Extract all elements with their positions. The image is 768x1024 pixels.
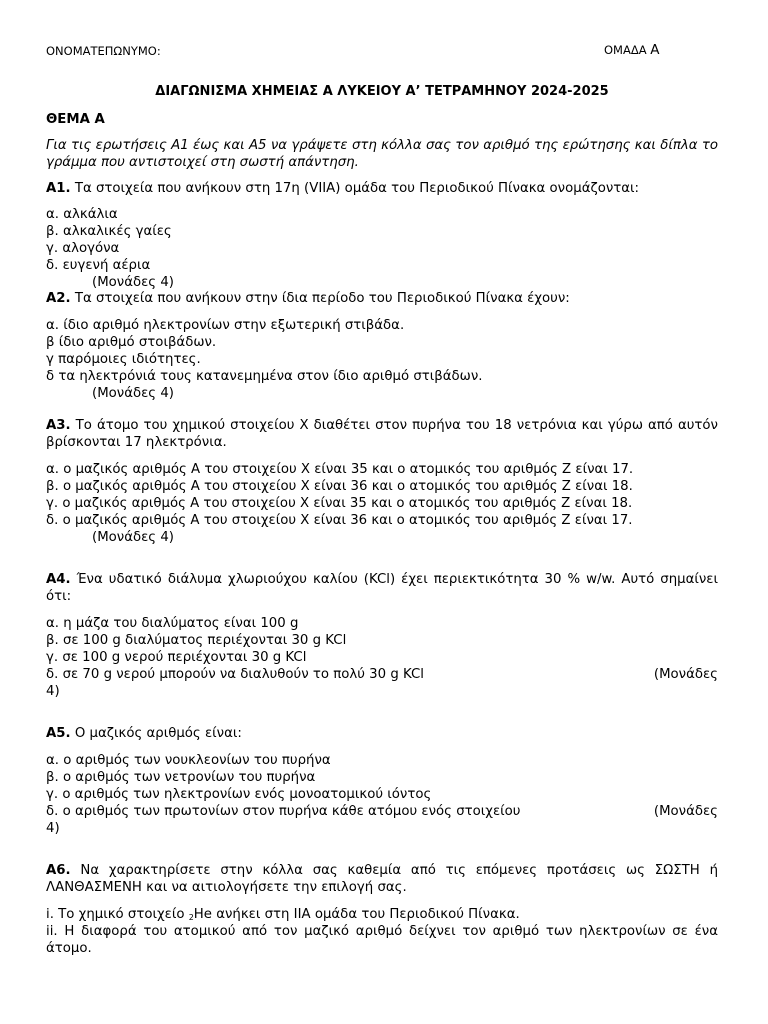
option: α. η μάζα του διαλύματος είναι 100 g xyxy=(46,616,299,631)
option: α. ίδιο αριθμό ηλεκτρονίων στην εξωτερική στιβάδα. xyxy=(46,318,405,333)
option: β. ο μαζικός αριθμός Α του στοιχείου Χ είναι 36 και ο ατομικός του αριθμός Ζ είναι 18. xyxy=(46,479,633,494)
question-a4 xyxy=(46,571,718,605)
question-text: Τα στοιχεία που ανήκουν στην ίδια περίοδο του Περιοδικού Πίνακα έχουν: xyxy=(74,291,570,306)
question-label: Α6. xyxy=(46,863,71,878)
statement-text: i. Το χημικό στοιχείο xyxy=(46,907,189,922)
exam-title: ΔΙΑΓΩΝΙΣΜΑ ΧΗΜΕΙΑΣ Α ΛΥΚΕΙΟΥ Α’ ΤΕΤΡΑΜΗΝΟΥ 2024-2025 xyxy=(155,84,609,99)
option-with-marks xyxy=(46,803,718,820)
marks: (Μονάδες 4) xyxy=(92,530,174,545)
marks-continued: 4) xyxy=(46,821,60,836)
marks: (Μονάδες 4) xyxy=(92,386,174,401)
question-a5 xyxy=(46,725,718,742)
instructions: Για τις ερωτήσεις Α1 έως και Α5 να γράψετε στη κόλλα σας τον αριθμό της ερώτησης και δίπλα το γράμμα που αντιστοιχεί στη σωστή απάντηση. xyxy=(46,138,718,170)
option: γ. ο μαζικός αριθμός Α του στοιχείου Χ είναι 35 και ο ατομικός του αριθμός Ζ είναι 18. xyxy=(46,496,633,511)
option: γ παρόμοιες ιδιότητες. xyxy=(46,352,201,367)
option: β. ο αριθμός των νετρονίων του πυρήνα xyxy=(46,770,316,785)
marks: (Μονάδες 4) xyxy=(92,275,174,290)
name-label: ΟΝΟΜΑΤΕΠΩΝΥΜΟ: xyxy=(46,44,161,58)
question-a6 xyxy=(46,862,718,896)
question-label: Α2. xyxy=(46,291,71,306)
option: γ. αλογόνα xyxy=(46,241,120,256)
option: α. αλκάλια xyxy=(46,207,118,222)
question-a2 xyxy=(46,290,718,307)
atomic-number-subscript: 2 xyxy=(188,913,194,922)
question-label: Α3. xyxy=(46,418,71,433)
question-a3 xyxy=(46,417,718,451)
marks: (Μονάδες xyxy=(653,804,718,819)
question-label: Α5. xyxy=(46,726,71,741)
question-text: Τα στοιχεία που ανήκουν στη 17η (VIIA) ομάδα του Περιοδικού Πίνακα ονομάζονται: xyxy=(74,181,640,196)
option: α. ο αριθμός των νουκλεονίων του πυρήνα xyxy=(46,753,331,768)
option: γ. σε 100 g νερού περιέχονται 30 g KCl xyxy=(46,650,307,665)
question-label: Α1. xyxy=(46,181,71,196)
group-label: ΟΜΑΔΑ xyxy=(604,43,647,57)
question-text: Να χαρακτηρίσετε στην κόλλα σας καθεμία από τις επόμενες προτάσεις ως ΣΩΣΤΗ ή ΛΑΝΘΑΣΜΕΝΗ και να αιτιολογήσετε την επιλογή σας. xyxy=(46,863,718,895)
option: δ. ο μαζικός αριθμός Α του στοιχείου Χ είναι 36 και ο ατομικός του αριθμός Ζ είναι 17. xyxy=(46,513,633,528)
option: δ. ευγενή αέρια xyxy=(46,258,151,273)
option: β. αλκαλικές γαίες xyxy=(46,224,172,239)
statement-text-rest: He ανήκει στη ΙΙΑ ομάδα του Περιοδικού Πίνακα. xyxy=(193,907,520,922)
statement-ii: ii. Η διαφορά του ατομικού από τον μαζικό αριθμό δείχνει τον αριθμό των ηλεκτρονίων σε ένα άτομο. xyxy=(46,924,718,956)
option: β ίδιο αριθμό στοιβάδων. xyxy=(46,335,217,350)
question-text: Το άτομο του χημικού στοιχείου Χ διαθέτει στον πυρήνα του 18 νετρόνια και γύρω από αυτόν βρίσκονται 17 ηλεκτρόνια. xyxy=(46,418,718,450)
question-a1 xyxy=(46,180,718,197)
option: α. ο μαζικός αριθμός Α του στοιχείου Χ είναι 35 και ο ατομικός του αριθμός Ζ είναι 17. xyxy=(46,462,634,477)
option: δ τα ηλεκτρόνιά τους κατανεμημένα στον ίδιο αριθμό στιβάδων. xyxy=(46,369,483,384)
group-letter: Α xyxy=(650,42,660,58)
question-label: Α4. xyxy=(46,572,71,587)
option: γ. ο αριθμός των ηλεκτρονίων ενός μονοατομικού ιόντος xyxy=(46,787,432,802)
option: β. σε 100 g διαλύματος περιέχονται 30 g KCl xyxy=(46,633,347,648)
group-indicator xyxy=(604,42,659,58)
question-text: Ο μαζικός αριθμός είναι: xyxy=(74,726,242,741)
option: δ. σε 70 g νερού μπορούν να διαλυθούν το πολύ 30 g KCl xyxy=(46,667,424,682)
option-with-marks xyxy=(46,666,718,683)
marks-continued: 4) xyxy=(46,684,60,699)
question-text: Ένα υδατικό διάλυμα χλωριούχου καλίου (KCl) έχει περιεκτικότητα 30 % w/w. Αυτό σημαίνει ότι: xyxy=(46,572,718,604)
marks: (Μονάδες xyxy=(653,667,718,682)
option: δ. ο αριθμός των πρωτονίων στον πυρήνα κάθε ατόμου ενός στοιχείου xyxy=(46,804,521,819)
section-heading: ΘΕΜΑ Α xyxy=(46,112,105,127)
